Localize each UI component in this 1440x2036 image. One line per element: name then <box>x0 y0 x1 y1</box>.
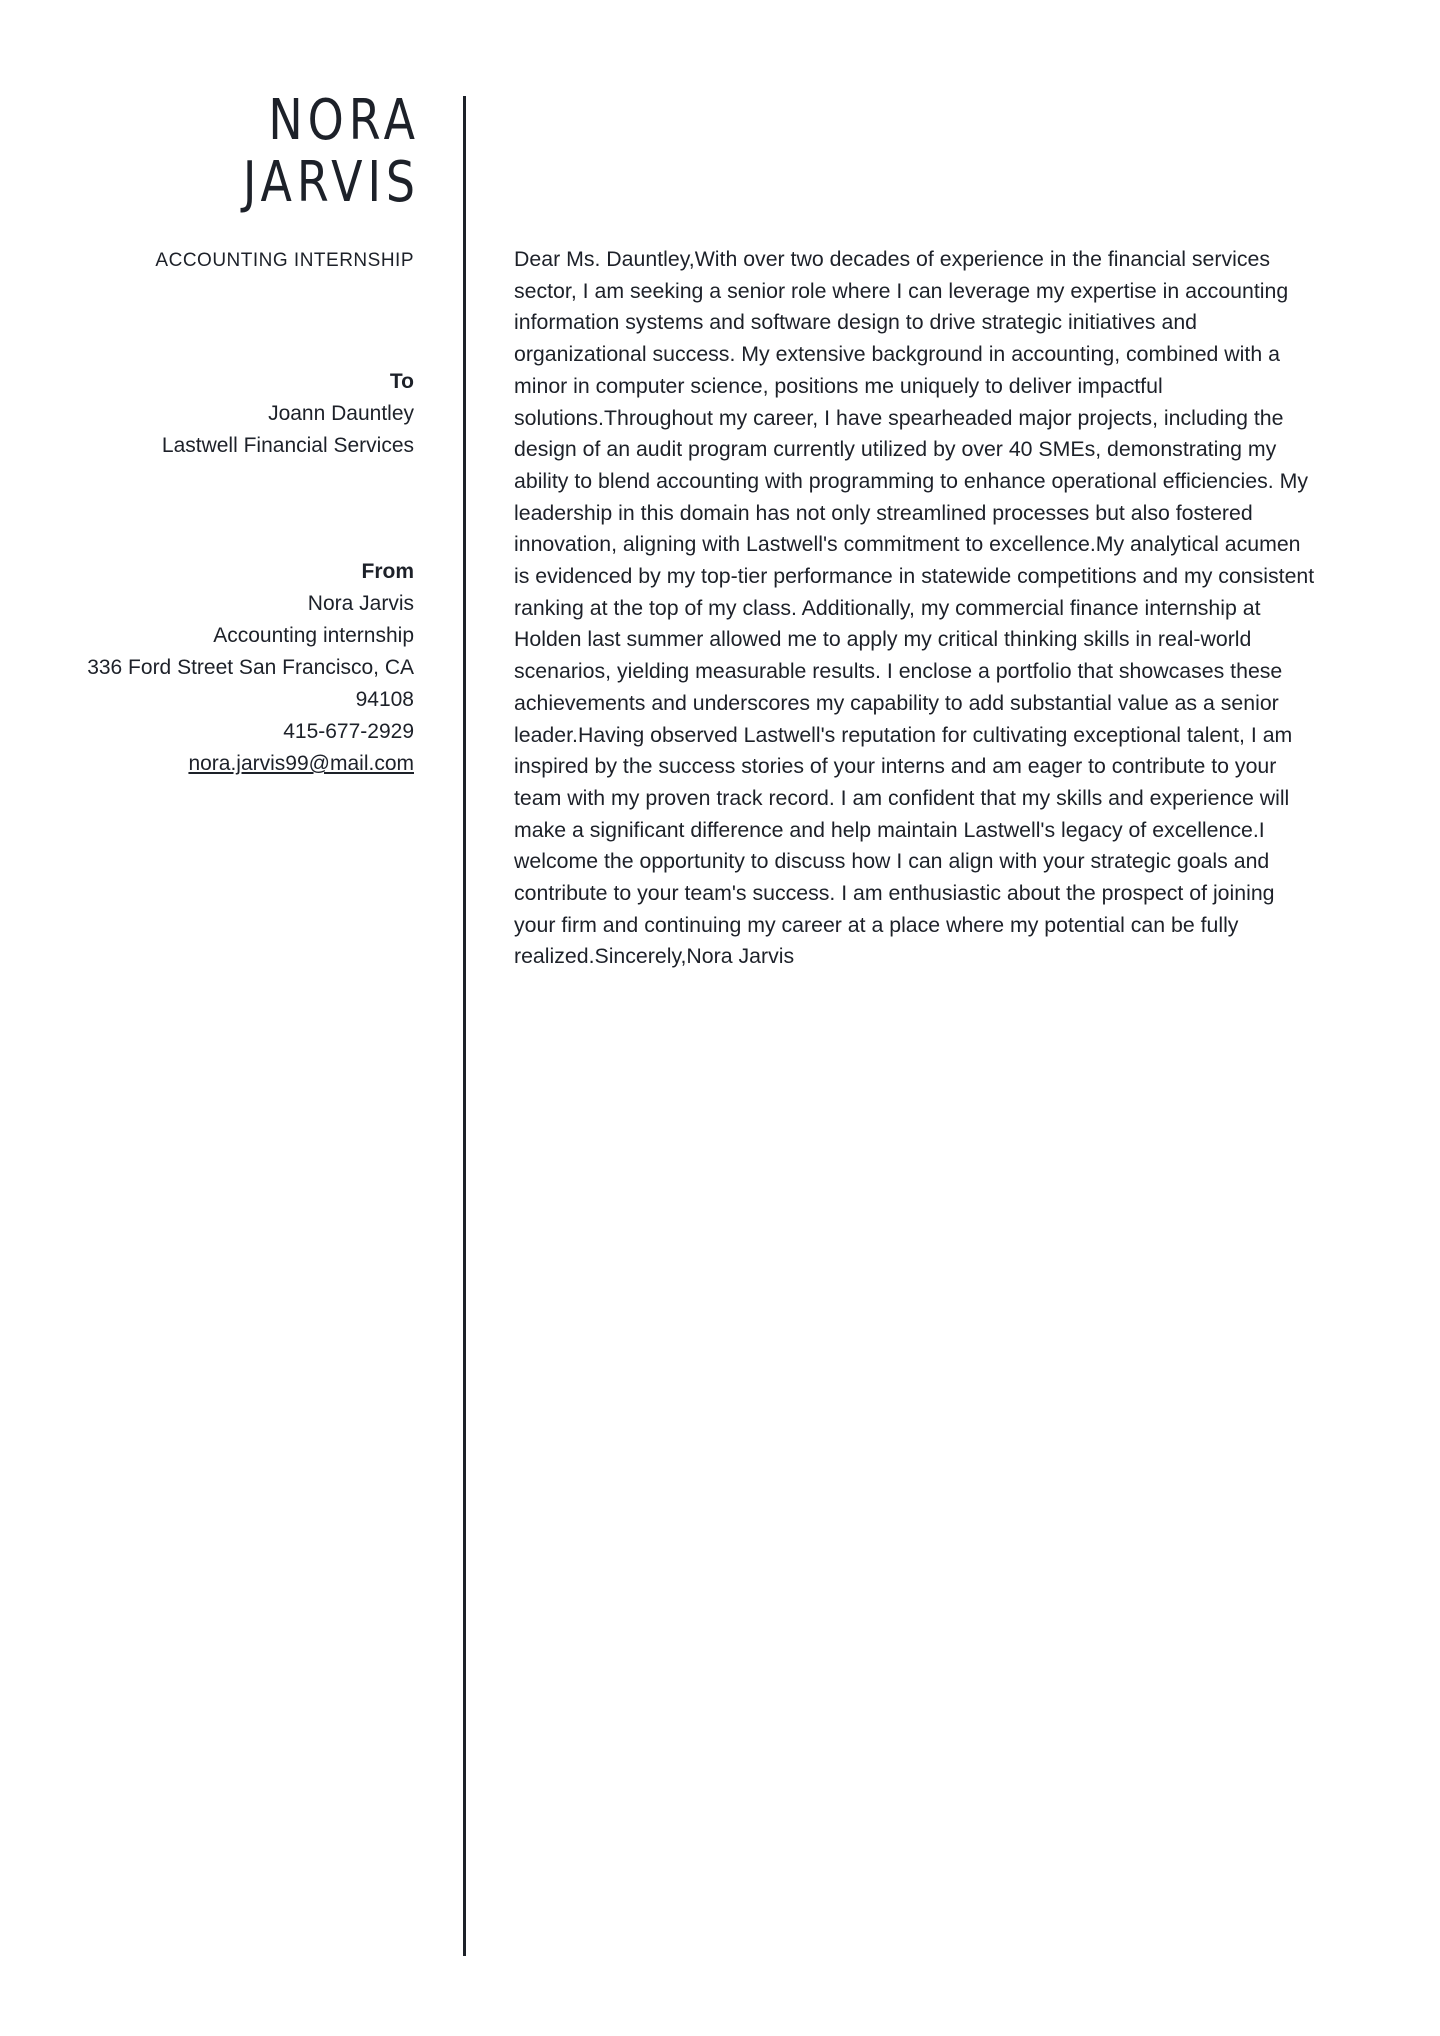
sender-position: Accounting internship <box>213 624 414 647</box>
sender-heading: From <box>361 560 414 583</box>
recipient-company: Lastwell Financial Services <box>161 434 414 457</box>
last-name: JARVIS <box>242 150 420 215</box>
sender-email-link[interactable]: nora.jarvis99@mail.com <box>188 752 414 775</box>
recipient-block <box>60 366 414 462</box>
letter-body: Dear Ms. Dauntley,With over two decades of experience in the financial services sector, I am seeking a senior role where I can leverage my expertise in accounting information systems and software design to drive strategic initiatives and organizational success. My extensive background in accounting, combined with a minor in computer science, positions me uniquely to deliver impactful solutions.Throughout my career, I have spearheaded major projects, including the design of an audit program currently utilized by over 40 SMEs, demonstrating my ability to blend accounting with programming to enhance operational efficiencies. My leadership in this domain has not only streamlined processes but also fostered innovation, aligning with Lastwell's commitment to excellence.My analytical acumen is evidenced by my top-tier performance in statewide competitions and my consistent ranking at the top of my class. Additionally, my commercial finance internship at Holden last summer allowed me to apply my critical thinking skills in real-world scenarios, yielding measurable results. I enclose a portfolio that showcases these achievements and underscores my capability to add substantial value as a senior leader.Having observed Lastwell's reputation for cultivating exceptional talent, I am inspired by the success stories of your interns and am eager to contribute to your team with my proven track record. I am confident that my skills and experience will make a significant difference and help maintain Lastwell's legacy of excellence.I welcome the opportunity to discuss how I can align with your strategic goals and contribute to your team's success. I am enthusiastic about the prospect of joining your firm and continuing my career at a place where my potential can be fully realized.Sincerely,Nora Jarvis <box>514 247 1315 969</box>
sender-name: Nora Jarvis <box>307 592 414 615</box>
first-name: NORA <box>268 88 420 153</box>
recipient-heading: To <box>389 370 414 393</box>
sender-phone: 415-677-2929 <box>283 720 414 743</box>
sender-block <box>60 556 414 780</box>
sidebar <box>60 88 420 780</box>
job-title: ACCOUNTING INTERNSHIP <box>155 250 414 271</box>
sender-address: 336 Ford Street San Francisco, CA 94108 <box>87 656 414 711</box>
applicant-name <box>60 88 420 215</box>
vertical-divider <box>463 96 466 1956</box>
recipient-name: Joann Dauntley <box>268 402 414 425</box>
